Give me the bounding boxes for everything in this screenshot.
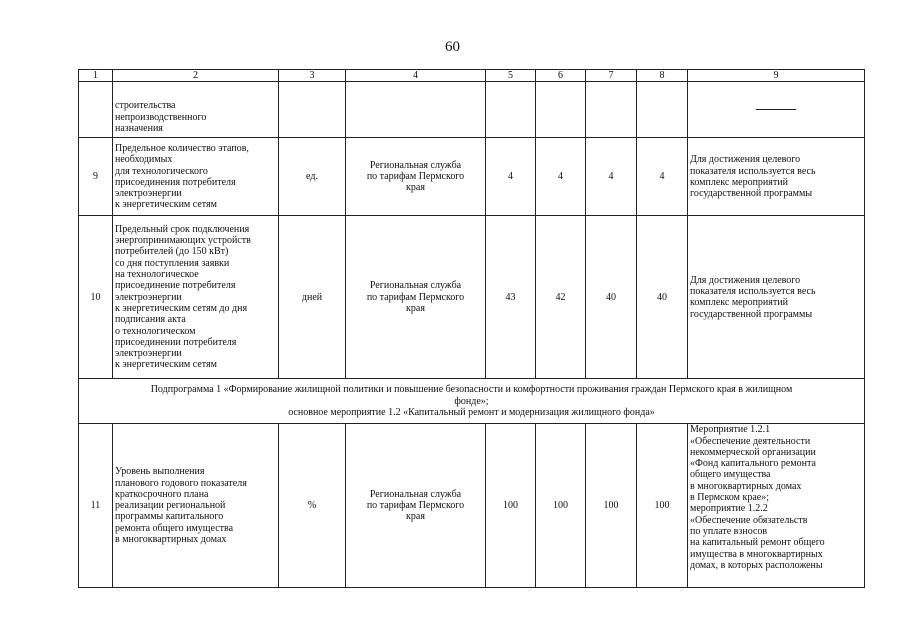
cell-note: Мероприятие 1.2.1 «Обеспечение деятельности некоммерческой организации «Фонд капитального ремонта общего имущества в многоквартирных домах в Пермском крае»; мероприятие 1.2.2 «Обеспечение обязательств по уплате взносов на капитальный ремонт общего имущества в многоквартирных домах, в которых расположены <box>688 424 865 588</box>
cell-value-5: 4 <box>486 138 536 216</box>
cell-note <box>688 82 865 138</box>
cell-indicator: Предельный срок подключения энергопринимающих устройств потребителей (до 150 кВт) со дня поступления заявки на технологическое присоединение потребителя электроэнергии к энергетическим сетям до дня подписания акта о технологическом присоединении потребителя электроэнергии к энергетическим сетям <box>113 216 279 379</box>
page-number: 60 <box>445 39 460 55</box>
header-cell-1: 1 <box>79 70 113 82</box>
cell-responsible: Региональная служба по тарифам Пермского края <box>346 138 486 216</box>
cell-value-8: 4 <box>637 138 688 216</box>
table-row <box>79 138 865 216</box>
cell-value-6: 4 <box>536 138 586 216</box>
cell-unit: дней <box>279 216 346 379</box>
subprogram-heading: Подпрограмма 1 «Формирование жилищной политики и повышение безопасности и комфортности проживания граждан Пермского края в жилищном фонде»; основное мероприятие 1.2 «Капитальный ремонт и модернизация жилищного фонда» <box>79 379 865 424</box>
cell-value-5: 100 <box>486 424 536 588</box>
cell-number: 10 <box>79 216 113 379</box>
header-cell-2: 2 <box>113 70 279 82</box>
cell-value-7: 4 <box>586 138 637 216</box>
cell-value-7 <box>586 82 637 138</box>
cell-indicator: Уровень выполнения планового годового показателя краткосрочного плана реализации региональной программы капитального ремонта общего имущества в многоквартирных домах <box>113 424 279 588</box>
cell-value-6: 100 <box>536 424 586 588</box>
cell-value-6 <box>536 82 586 138</box>
cell-note: Для достижения целевого показателя используется весь комплекс мероприятий государственной программы <box>688 216 865 379</box>
header-cell-5: 5 <box>486 70 536 82</box>
header-cell-8: 8 <box>637 70 688 82</box>
cell-responsible: Региональная служба по тарифам Пермского края <box>346 216 486 379</box>
cell-value-5: 43 <box>486 216 536 379</box>
indicators-table <box>78 69 865 588</box>
cut-line <box>756 109 796 110</box>
cell-value-7: 40 <box>586 216 637 379</box>
table-header-row <box>79 70 865 82</box>
table-row-continuation <box>79 82 865 138</box>
cell-value-7: 100 <box>586 424 637 588</box>
cell-value-6: 42 <box>536 216 586 379</box>
header-cell-9: 9 <box>688 70 865 82</box>
cell-value-8 <box>637 82 688 138</box>
header-cell-7: 7 <box>586 70 637 82</box>
cell-value-8: 40 <box>637 216 688 379</box>
cell-value-5 <box>486 82 536 138</box>
header-cell-3: 3 <box>279 70 346 82</box>
header-cell-4: 4 <box>346 70 486 82</box>
cell-responsible <box>346 82 486 138</box>
cell-indicator: строительства непроизводственного назначения <box>113 82 279 138</box>
header-cell-6: 6 <box>536 70 586 82</box>
cell-unit: ед. <box>279 138 346 216</box>
section-row <box>79 379 865 424</box>
cell-indicator: Предельное количество этапов, необходимых для технологического присоединения потребителя электроэнергии к энергетическим сетям <box>113 138 279 216</box>
cell-number <box>79 82 113 138</box>
cell-unit <box>279 82 346 138</box>
cell-note: Для достижения целевого показателя используется весь комплекс мероприятий государственной программы <box>688 138 865 216</box>
cell-number: 9 <box>79 138 113 216</box>
cell-responsible: Региональная служба по тарифам Пермского края <box>346 424 486 588</box>
cell-unit: % <box>279 424 346 588</box>
cell-value-8: 100 <box>637 424 688 588</box>
table-row <box>79 216 865 379</box>
table-row <box>79 424 865 588</box>
cell-number: 11 <box>79 424 113 588</box>
